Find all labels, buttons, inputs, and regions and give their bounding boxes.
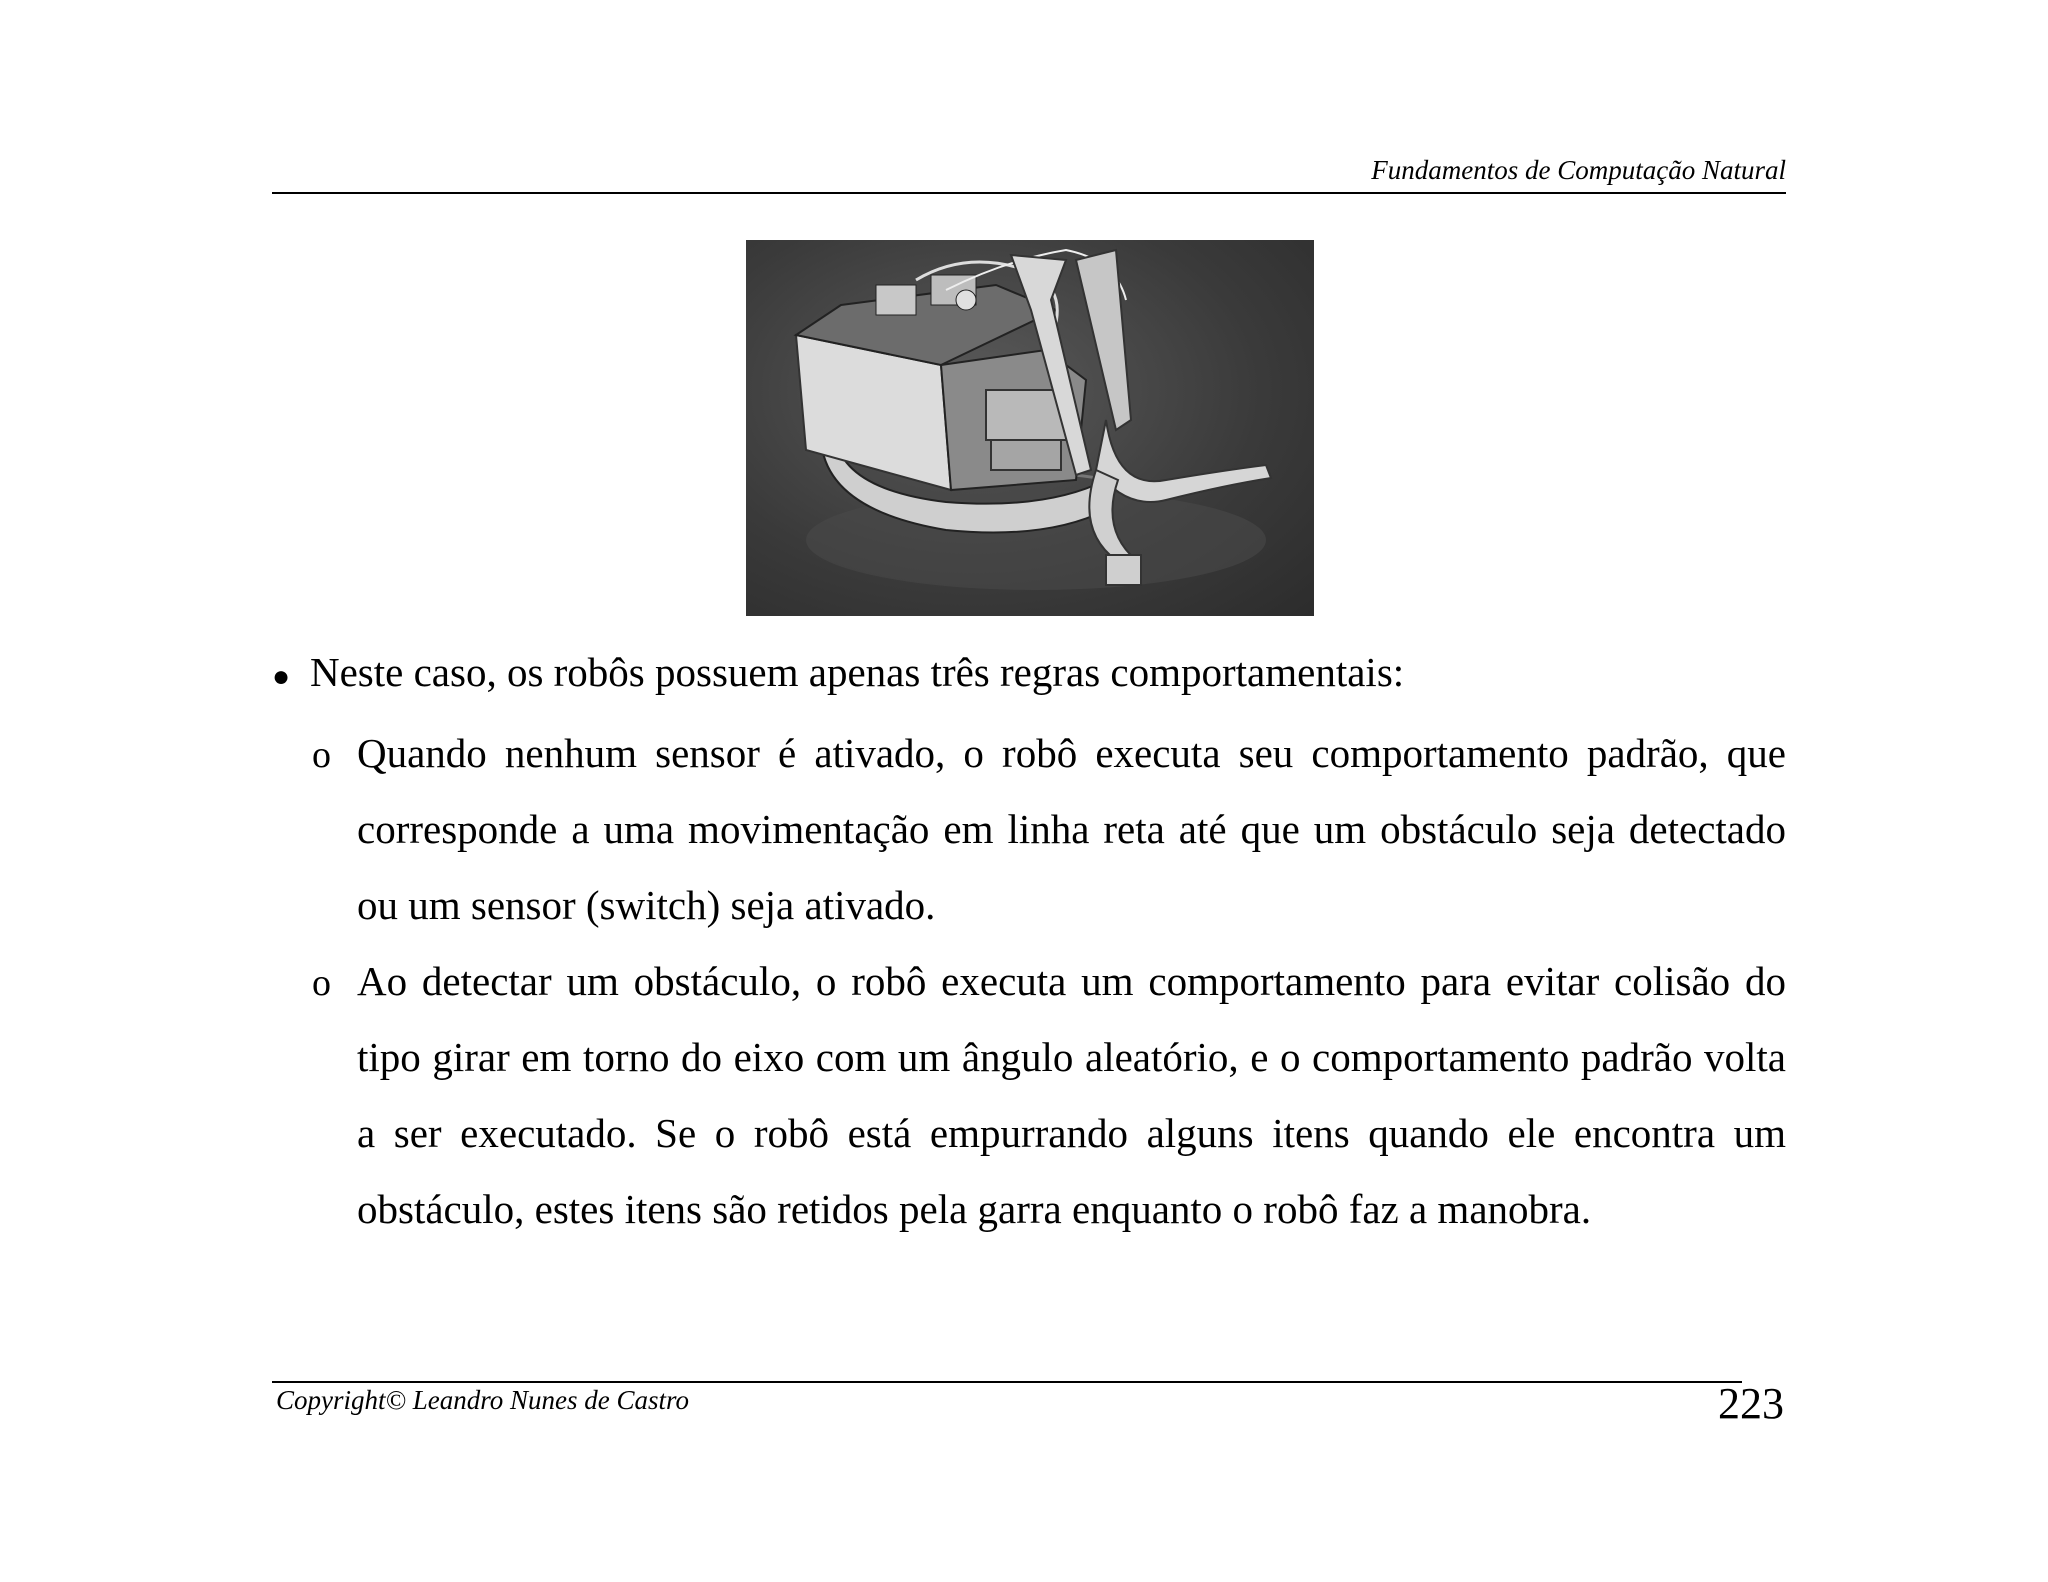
bullet-icon: ●: [272, 660, 291, 693]
page-number: 223: [1718, 1379, 1784, 1428]
bullet-text: Neste caso, os robôs possuem apenas três regras comportamentais:: [310, 649, 1405, 695]
circle-bullet-icon: o: [312, 962, 331, 1004]
robot-photo: [746, 240, 1314, 616]
circle-bullet-icon: o: [312, 734, 331, 776]
sub-item-text: Quando nenhum sensor é ativado, o robô executa seu comportamento padrão, que corresponde a uma movimentação em linha reta até que um obstáculo seja detectado ou um sensor (switch) seja ativado.: [357, 730, 1786, 928]
sub-item-text: Ao detectar um obstáculo, o robô executa um comportamento para evitar colisão do tipo girar em torno do eixo com um ângulo aleatório, e o comportamento padrão volta a ser executado. Se o robô está empurrando alguns itens quando ele encontra um obstáculo, estes itens são retidos pela garra enquanto o robô faz a manobra.: [357, 958, 1786, 1232]
running-header: Fundamentos de Computação Natural: [1371, 155, 1786, 185]
body-content: [272, 634, 1786, 1247]
bullet-item: [272, 634, 1786, 715]
copyright-text: Copyright© Leandro Nunes de Castro: [276, 1385, 690, 1415]
header-rule: [272, 192, 1786, 194]
sub-item: [312, 715, 1786, 943]
robot-illustration: [746, 240, 1314, 616]
sub-item: [312, 943, 1786, 1247]
